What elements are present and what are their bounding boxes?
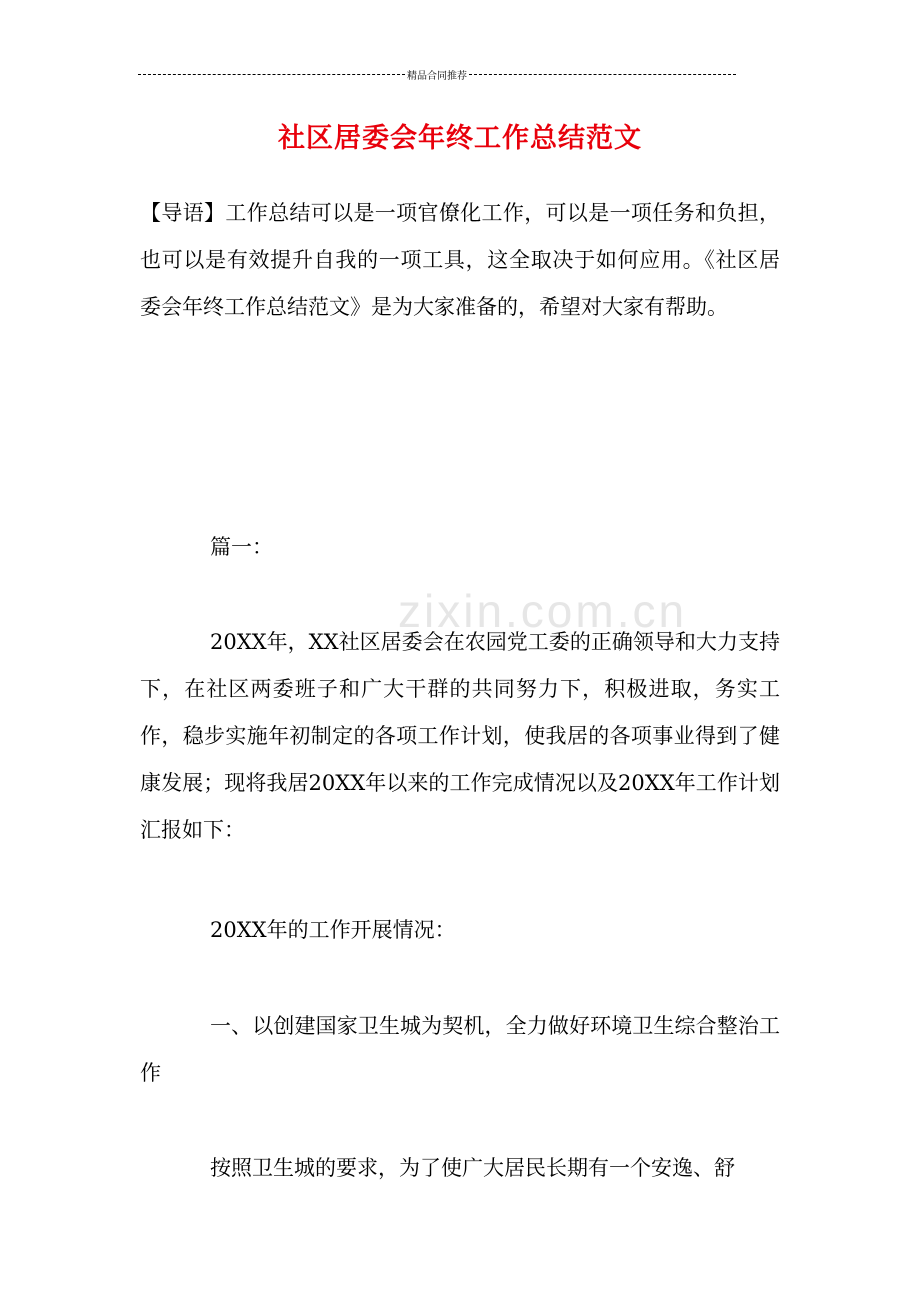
intro-paragraph: 【导语】工作总结可以是一项官僚化工作，可以是一项任务和负担，也可以是有效提升自我的一项工具，这全取决于如何应用。《社区居委会年终工作总结范文》是为大家准备的，希望对大家有帮助。 <box>140 201 780 319</box>
body-paragraph-3: 一、以创建国家卫生城为契机，全力做好环境卫生综合整治工作 <box>140 1014 780 1085</box>
body-paragraph-4: 按照卫生城的要求，为了使广大居民长期有一个安逸、舒 <box>210 1156 735 1180</box>
section-heading: 篇一： <box>210 535 273 559</box>
page-header <box>138 66 736 82</box>
header-dash-left <box>138 74 405 75</box>
body-paragraph-1: 20XX年，XX社区居委会在农园党工委的正确领导和大力支持下，在社区两委班子和广大干群的共同努力下，积极进取，务实工作，稳步实施年初制定的各项工作计划，使我居的各项事业得到了健康发展；现将我居20XX年以来的工作完成情况以及20XX年工作计划汇报如下： <box>140 630 780 842</box>
header-dash-right <box>469 74 736 75</box>
watermark: zixin.com.cn <box>398 585 688 637</box>
header-text: 精品合同推荐 <box>407 70 467 82</box>
document-title: 社区居委会年终工作总结范文 <box>278 123 642 154</box>
body-paragraph-2: 20XX年的工作开展情况： <box>210 918 456 942</box>
